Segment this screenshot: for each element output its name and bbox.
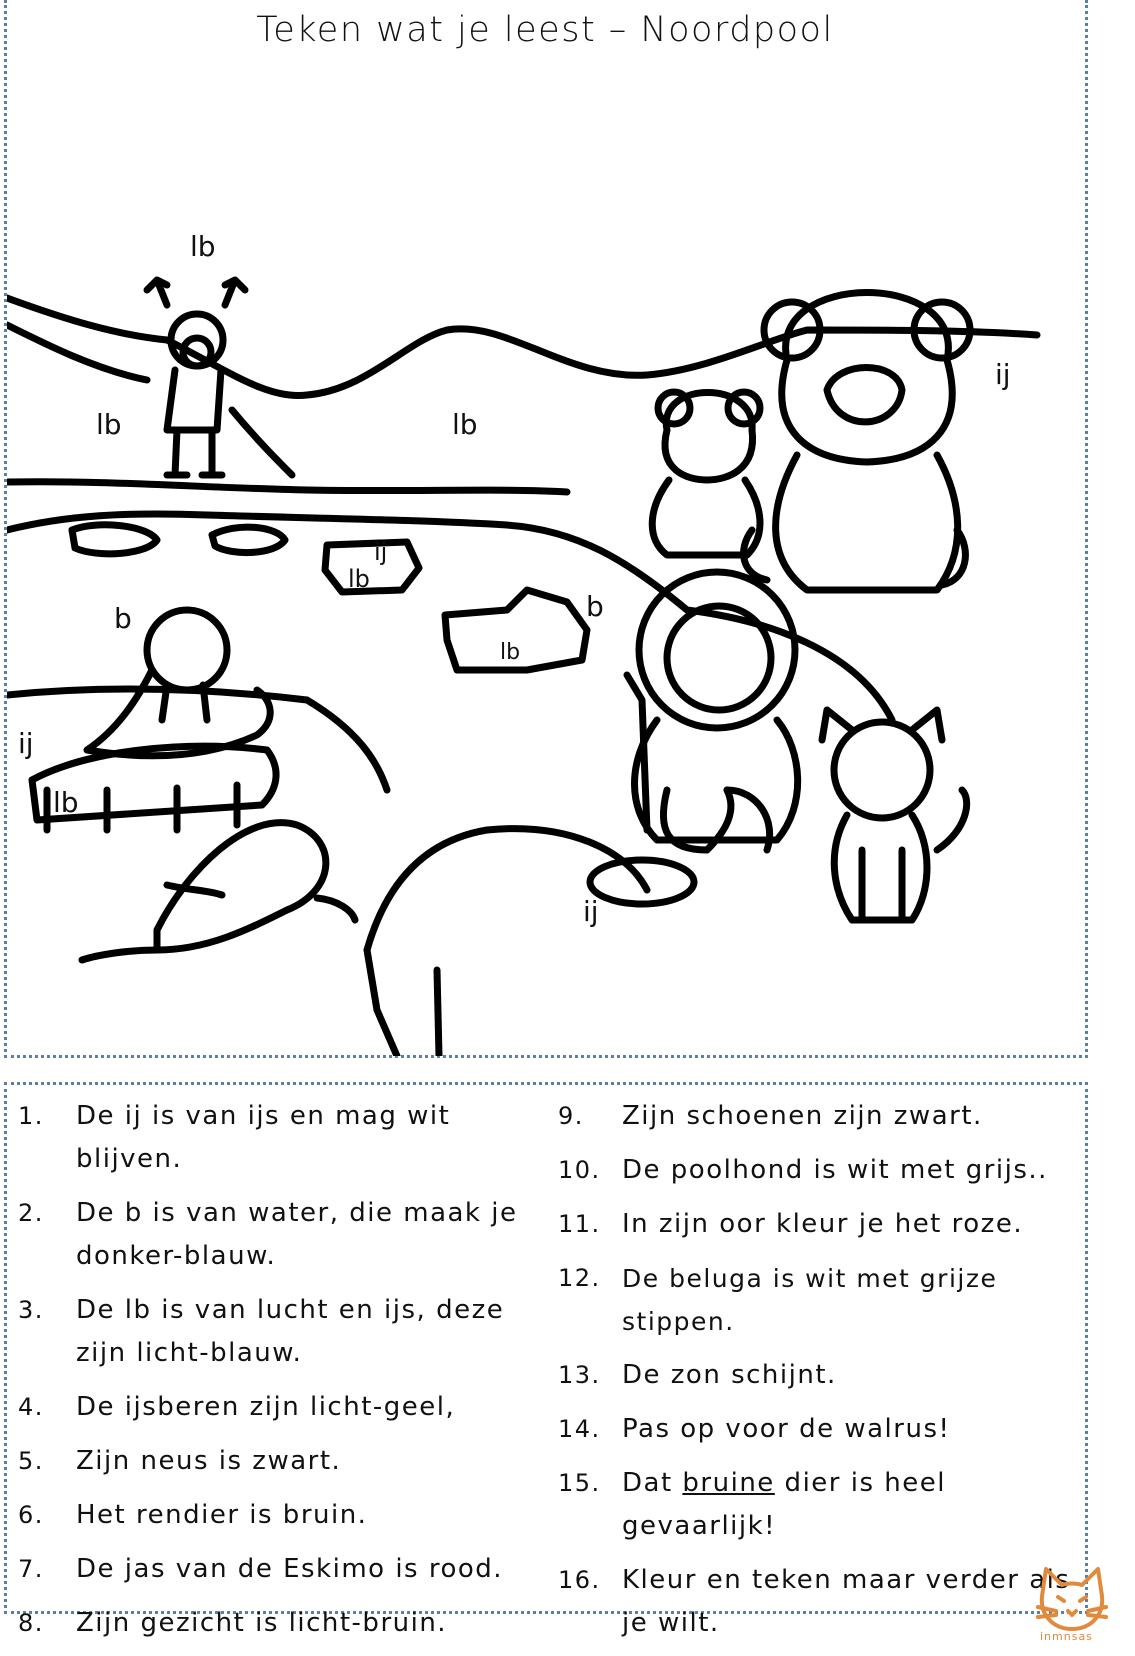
instruction-item: [558, 1462, 1098, 1548]
instruction-number: 4.: [18, 1393, 44, 1421]
scene-label-lb: lb: [190, 230, 216, 263]
instruction-text: Zijn schoenen zijn zwart.: [622, 1101, 983, 1131]
instruction-text: De jas van de Eskimo is rood.: [76, 1554, 504, 1584]
instruction-number: 11.: [558, 1210, 601, 1238]
page-title: Teken wat je leest – Noordpool: [256, 10, 834, 50]
instruction-text: De zon schijnt.: [622, 1360, 837, 1390]
instruction-number: 7.: [18, 1555, 44, 1583]
instruction-text-pre: Dat: [622, 1468, 683, 1498]
instruction-number: 1.: [18, 1102, 44, 1130]
coloring-scene: [7, 230, 1087, 1056]
instruction-number: 2.: [18, 1199, 44, 1227]
instructions-right: [558, 1095, 1098, 1656]
instruction-text: In zijn oor kleur je het roze.: [622, 1209, 1024, 1239]
scene-label-lb: lb: [348, 565, 370, 593]
scene-label-lb: lb: [452, 408, 478, 441]
scene-label-ij: ij: [18, 727, 34, 760]
instruction-number: 5.: [18, 1447, 44, 1475]
scene-label-lb: lb: [53, 786, 79, 819]
scene-label-lb: lb: [500, 640, 521, 665]
instruction-item: [558, 1203, 1098, 1246]
scene-label-lb: lb: [96, 408, 122, 441]
scene-label-b: b: [586, 590, 604, 623]
instruction-item: [558, 1095, 1098, 1138]
instruction-item: [18, 1548, 538, 1591]
instruction-number: 3.: [18, 1296, 44, 1324]
instruction-text: De beluga is wit met grijze stippen.: [622, 1264, 998, 1336]
scene-label-b: b: [114, 602, 132, 635]
instruction-text: De poolhond is wit met grijs..: [622, 1155, 1048, 1185]
instruction-number: 13.: [558, 1361, 601, 1389]
instruction-text: De ij is van ijs en mag wit blijven.: [76, 1101, 451, 1174]
instruction-item: [18, 1386, 538, 1429]
instruction-text-underlined: bruine: [682, 1468, 775, 1498]
instruction-text-post: dier is heel gevaarlijk!: [622, 1468, 946, 1541]
scene-label-ij: ij: [583, 895, 599, 928]
instruction-text: De ijsberen zijn licht-geel,: [76, 1392, 456, 1422]
instructions-left: [18, 1095, 538, 1656]
instruction-number: 14.: [558, 1415, 601, 1443]
instruction-item: [18, 1289, 538, 1375]
instruction-text: De b is van water, die maak je donker-blauw.: [76, 1198, 518, 1271]
logo-text: inmnsas: [1040, 1630, 1093, 1643]
instruction-number: 8.: [18, 1609, 44, 1637]
instruction-number: 6.: [18, 1501, 44, 1529]
instruction-text: Zijn neus is zwart.: [76, 1446, 342, 1476]
instruction-number: 12.: [558, 1264, 601, 1292]
instruction-item: [18, 1602, 538, 1645]
instruction-item: [18, 1192, 538, 1278]
instruction-number: 9.: [558, 1102, 584, 1130]
scene-label-ij: ij: [995, 358, 1011, 391]
instruction-text: [558, 1462, 1098, 1548]
instruction-number: 16.: [558, 1566, 601, 1594]
instruction-item: [558, 1149, 1098, 1192]
instruction-text: Het rendier is bruin.: [76, 1500, 368, 1530]
scene-label-ij: ij: [374, 538, 388, 566]
instruction-number: 15.: [558, 1469, 601, 1497]
instruction-item: [18, 1494, 538, 1537]
instruction-item: [18, 1095, 538, 1181]
instruction-number: 10.: [558, 1156, 601, 1184]
instruction-item: [558, 1408, 1098, 1451]
instruction-text: Pas op voor de walrus!: [622, 1414, 951, 1444]
instruction-text: De lb is van lucht en ijs, deze zijn licht-blauw.: [76, 1295, 505, 1368]
instruction-item: [558, 1559, 1098, 1645]
instruction-item: [558, 1257, 1098, 1343]
instruction-item: [558, 1354, 1098, 1397]
instruction-item: [18, 1440, 538, 1483]
instruction-text: Kleur en teken maar verder als je wilt.: [622, 1565, 1071, 1638]
instruction-text: Zijn gezicht is licht-bruin.: [76, 1608, 448, 1638]
